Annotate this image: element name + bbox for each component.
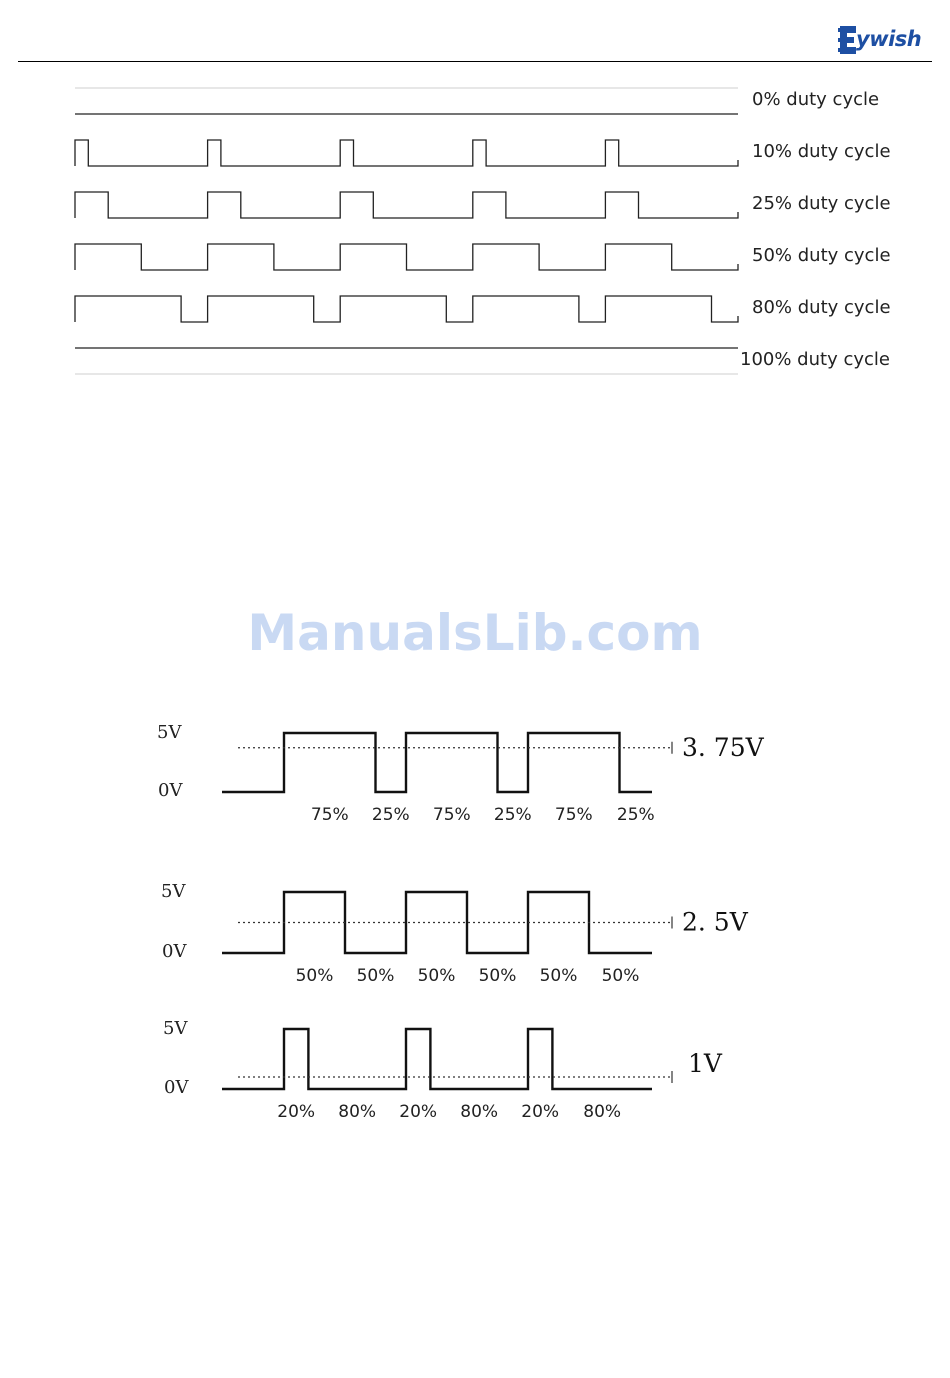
segment-percent-label: 75%: [310, 805, 349, 825]
pwm-waveform: [222, 892, 652, 953]
segment-percent-label: 25%: [493, 805, 532, 825]
segment-percent-label: 50%: [478, 966, 517, 986]
high-voltage-label: 5V: [161, 881, 186, 902]
average-voltage-panel: [163, 1018, 723, 1122]
pwm-waveform: [222, 733, 652, 792]
average-voltage-value: 2. 5V: [682, 907, 748, 937]
segment-percent-label: 75%: [432, 805, 471, 825]
pwm-waveform: [222, 1029, 652, 1089]
high-voltage-label: 5V: [157, 722, 182, 743]
segment-percent-label: 20%: [399, 1102, 438, 1122]
pwm-waveform-row: [75, 244, 738, 270]
segment-percent-label: 50%: [356, 966, 395, 986]
duty-cycle-label: 25% duty cycle: [752, 193, 891, 214]
segment-percent-label: 50%: [601, 966, 640, 986]
average-voltage-panels: [157, 722, 765, 1122]
high-voltage-label: 5V: [163, 1018, 188, 1039]
segment-percent-label: 20%: [521, 1102, 560, 1122]
duty-cycle-label: 100% duty cycle: [740, 349, 890, 370]
segment-percent-label: 80%: [338, 1102, 377, 1122]
average-voltage-panel: [161, 881, 749, 986]
duty-cycle-label: 0% duty cycle: [752, 89, 880, 110]
segment-percent-label: 50%: [539, 966, 578, 986]
segment-percent-label: 50%: [417, 966, 456, 986]
average-voltage-value: 3. 75V: [682, 732, 764, 762]
low-voltage-label: 0V: [164, 1077, 189, 1098]
watermark: ManualsLib.com: [247, 604, 703, 662]
segment-percent-label: 20%: [277, 1102, 316, 1122]
low-voltage-label: 0V: [158, 780, 183, 801]
pwm-waveform-row: [75, 296, 738, 322]
low-voltage-label: 0V: [162, 941, 187, 962]
duty-cycle-labels: [740, 89, 891, 370]
pwm-waveform-row: [75, 192, 738, 218]
segment-percent-label: 80%: [583, 1102, 622, 1122]
duty-cycle-label: 10% duty cycle: [752, 141, 891, 162]
segment-percent-label: 75%: [554, 805, 593, 825]
pwm-waveform-row: [75, 140, 738, 166]
segment-percent-label: 80%: [460, 1102, 499, 1122]
logo-wordmark: ywish: [856, 27, 922, 51]
duty-cycle-label: 80% duty cycle: [752, 297, 891, 318]
segment-percent-label: 25%: [616, 805, 655, 825]
average-voltage-value: 1V: [688, 1049, 722, 1078]
duty-cycle-waveforms: [75, 88, 738, 374]
segment-percent-label: 50%: [295, 966, 334, 986]
duty-cycle-label: 50% duty cycle: [752, 245, 891, 266]
average-voltage-panel: [157, 722, 765, 825]
segment-percent-label: 25%: [371, 805, 410, 825]
